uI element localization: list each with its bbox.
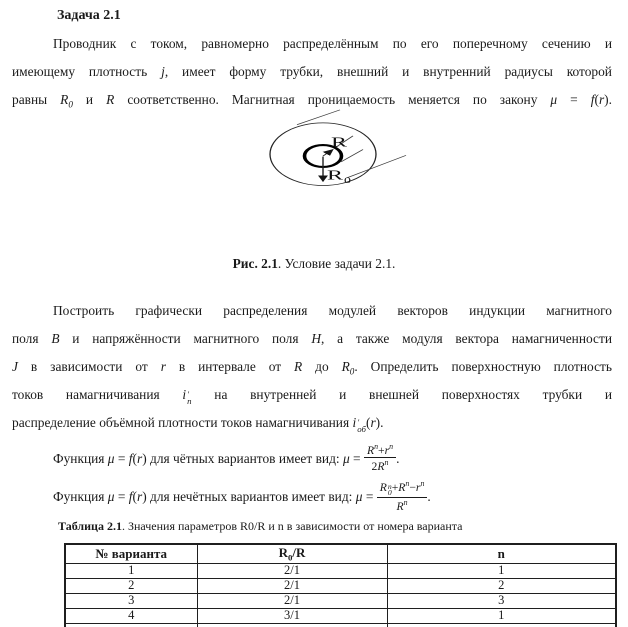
- paragraph-line: имеющему плотность j, имеет форму трубки, внешний и внутренний радиусы которой: [12, 64, 612, 79]
- formula-even-variants: Функция μ = f(r) для чётных вариантов имеет вид: μ = $\frac{R^n+r^n}{2R^n}$ .: [53, 442, 400, 474]
- inner-radius-arrow: [323, 149, 333, 155]
- paragraph-line: Построить графически распределения модулей векторов индукции магнитного: [53, 303, 612, 318]
- paragraph-line: токов намагничивания i ′ п на внутренней и внешней поверхностях трубки и: [12, 387, 612, 407]
- table-cell: 2/1: [197, 563, 387, 578]
- formula-odd-variants: Функция μ = f(r) для нечётных вариантов имеет вид: μ = R n 0 $+R^n-r^n$ $R^n$ .: [53, 478, 431, 513]
- paragraph-line: распределение объёмной плотности токов намагничивания i ′ об (r).: [12, 415, 384, 435]
- paragraph-line: J в зависимости от r в интервале от R до $R_0$. Определить поверхностную плотность: [12, 359, 612, 377]
- task-paragraph: [12, 297, 612, 437]
- table-row: [65, 623, 616, 627]
- tube-edge-inner-line: [341, 149, 363, 161]
- page-title: Задача 2.1: [57, 8, 121, 23]
- table-header-cell: $R_0/R$: [197, 544, 387, 563]
- table-cell: 1: [65, 563, 197, 578]
- table-row: [65, 578, 616, 593]
- variants-table: [64, 543, 617, 627]
- table-caption: Таблица 2.1. Значения параметров R0/R и n в зависимости от номера варианта: [58, 519, 463, 533]
- inner-radius-label: R: [331, 134, 348, 151]
- table-row: [65, 608, 616, 623]
- table-header-cell: № варианта: [65, 544, 197, 563]
- table-body: [65, 563, 616, 627]
- tube-edge-top-line: [297, 110, 340, 125]
- outer-radius-label: R: [327, 167, 344, 184]
- table-cell: [65, 623, 197, 627]
- table-cell: [197, 623, 387, 627]
- paragraph-line: равны $R_0$ и R соответственно. Магнитная проницаемость меняется по закону μ = f(r).: [12, 92, 612, 110]
- table-cell: 2/1: [197, 593, 387, 608]
- paragraph-line: Проводник с током, равномерно распределённым по его поперечному сечению и: [53, 36, 612, 51]
- table-cell: 1: [387, 608, 616, 623]
- intro-paragraph: [12, 30, 612, 114]
- variants-table-wrapper: [64, 543, 617, 627]
- outer-radius-label-subscript: 0: [344, 176, 352, 186]
- table-cell: 3/1: [197, 608, 387, 623]
- table-cell: 3: [387, 593, 616, 608]
- table-row: [65, 593, 616, 608]
- table-cell: 2/1: [197, 578, 387, 593]
- tube-edge-bottom-line: [347, 155, 406, 177]
- table-cell: 1: [387, 563, 616, 578]
- table-row: [65, 563, 616, 578]
- table-header-row: [65, 544, 616, 563]
- table-header-cell: n: [387, 544, 616, 563]
- tube-cross-section-figure: [228, 104, 492, 254]
- table-cell: 2: [65, 578, 197, 593]
- table-cell: [387, 623, 616, 627]
- figure-caption: Рис. 2.1. Условие задачи 2.1.: [232, 256, 396, 271]
- paragraph-line: поля B и напряжённости магнитного поля H, а также модуля вектора намагниченности: [12, 331, 612, 346]
- table-cell: 4: [65, 608, 197, 623]
- table-cell: 3: [65, 593, 197, 608]
- table-cell: 2: [387, 578, 616, 593]
